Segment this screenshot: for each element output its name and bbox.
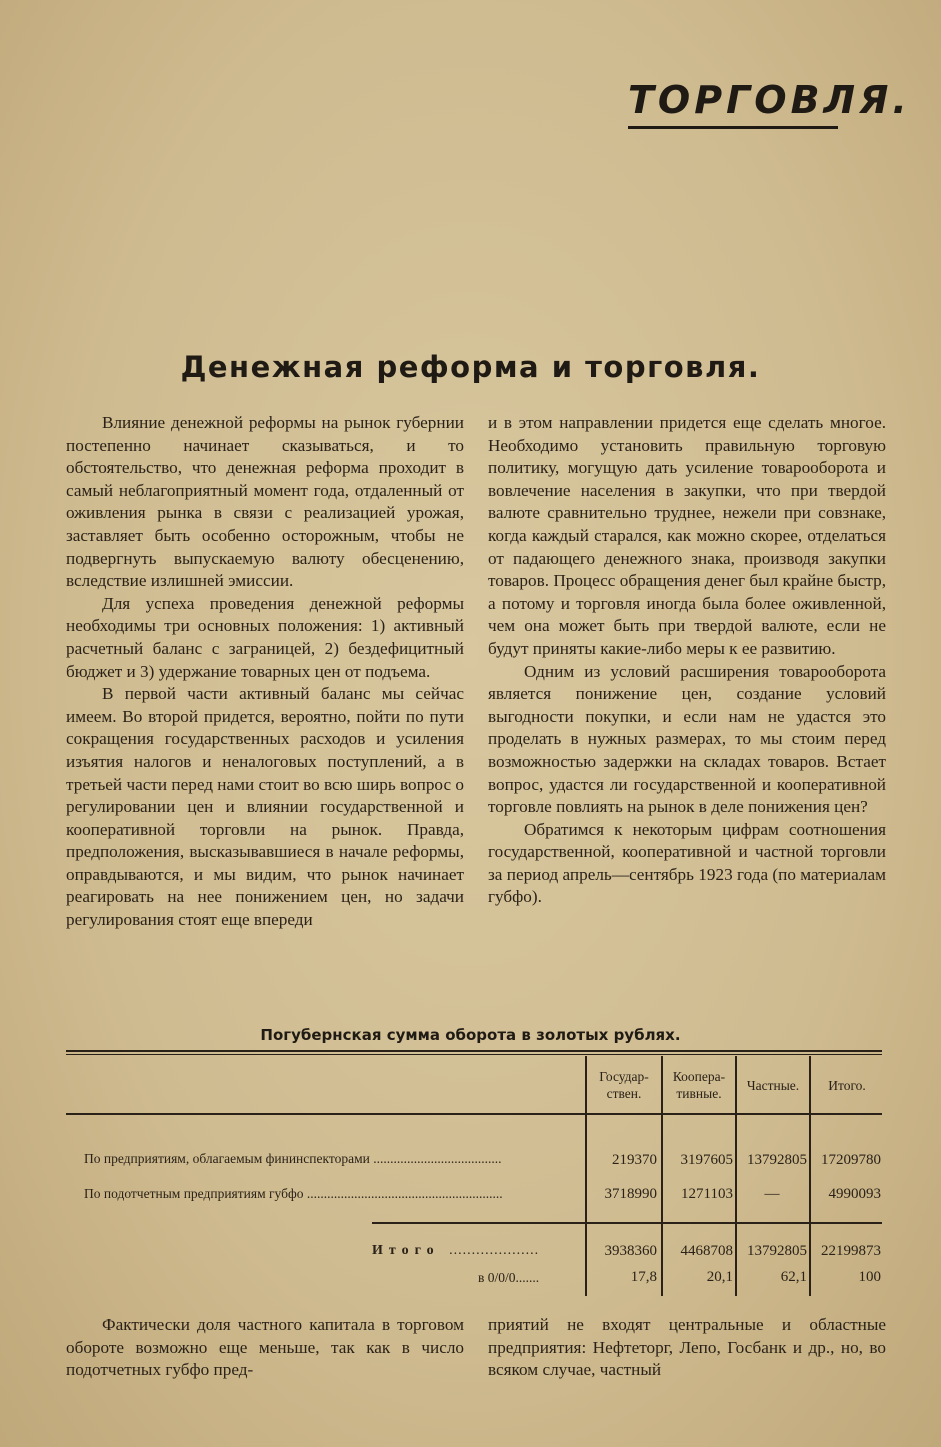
right-paragraph-2: Одним из условий расширения товарооборота является понижение цен, создание условий выгодности покупки, и если нам не удастся это проделать в нужных размерах, то мы стоим перед возможностью задержки на складах товаров. Встает вопрос, удастся ли государственной и кооперативной торговле повлиять на рынок в деле понижения цен? — [488, 661, 886, 817]
column-header-private: Частные. — [746, 1078, 800, 1093]
table-subtotal-rule — [372, 1222, 882, 1224]
percent-row-label: в 0/0/0....... — [478, 1270, 540, 1285]
bottom-right-paragraph: приятий не входят центральные и областные предприятия: Нефтеторг, Лепо, Госбанк и др., но, во всяком случае, частный — [488, 1315, 886, 1380]
left-paragraph-1: Влияние денежной реформы на рынок губернии постепенно начинает сказываться, и то обстоятельство, что денежная реформа проходит в самый неблагоприятный момент года, отдаленный от оживления рынка в связи с реализацией урожая, заставляет быть особенно осторожным, чтобы не подвергнуть выпускаемую валюту обесценению, вследствие излишней эмиссии. — [66, 413, 464, 591]
percent-cell: 17,8 — [630, 1269, 657, 1285]
article-title: Денежная реформа и торговля. — [180, 350, 761, 384]
table-cell: 3718990 — [604, 1186, 657, 1202]
bottom-right-text — [488, 1314, 886, 1382]
left-column — [66, 412, 464, 932]
bottom-left-paragraph: Фактически доля частного капитала в торговом обороте возможно еще меньше, так как в число подотчетных губфо пред- — [66, 1315, 464, 1380]
total-row-label: Итого .................... — [372, 1243, 540, 1258]
table-top-rule-thin — [66, 1054, 882, 1055]
left-paragraph-2: Для успеха проведения денежной реформы необходимы три основных положения: 1) активный расчетный баланс с заграницей, 2) бездефицитный бюджет и 3) удержание товарных цен от подъема. — [66, 593, 464, 681]
column-header-state: Государ-ствен. — [599, 1069, 649, 1101]
percent-cell: 20,1 — [706, 1269, 733, 1285]
total-cell: 13792805 — [747, 1243, 807, 1259]
table-cell: — — [764, 1186, 780, 1202]
table-cell: 219370 — [612, 1152, 657, 1168]
table-cell: 4990093 — [828, 1186, 881, 1202]
table-top-rule — [66, 1050, 882, 1052]
table-row-label: По предприятиям, облагаемым фининспекторами ...................................... — [84, 1151, 502, 1166]
column-header-cooperative: Коопера-тивные. — [672, 1069, 726, 1101]
table-cell: 13792805 — [747, 1152, 807, 1168]
table-title: Погубернская сумма оборота в золотых рублях. — [260, 1026, 681, 1044]
table-cell: 3197605 — [680, 1152, 733, 1168]
total-cell: 22199873 — [821, 1243, 881, 1259]
right-paragraph-3: Обратимся к некоторым цифрам соотношения государственной, кооперативной и частной торговли за период апрель—сентябрь 1923 года (по материалам губфо). — [488, 819, 886, 907]
section-heading-underline — [628, 126, 838, 129]
table-cell: 1271103 — [681, 1186, 733, 1202]
table-row-label: По подотчетным предприятиям губфо .......................................................... — [84, 1186, 503, 1201]
table-cell: 17209780 — [821, 1152, 881, 1168]
total-cell: 3938360 — [604, 1243, 657, 1259]
right-column — [488, 412, 886, 909]
right-paragraph-1: и в этом направлении придется еще сделать многое. Необходимо установить правильную торговую политику, могущую дать усиление товарооборота и вовлечение населения в закупки, что при твердой валюте сравнительно труднее, нежели при совзнаке, когда каждый старался, как можно скорее, отделаться от падающего денежного знака, производя закупки товаров. Процесс обращения денег был крайне быстр, а потому и торговля иногда была более оживленной, чем она может быть при твердой валюте, если не будут приняты какие-либо меры к ее развитию. — [488, 413, 886, 658]
table-header-rule — [66, 1113, 882, 1115]
left-paragraph-3: В первой части активный баланс мы сейчас имеем. Во второй придется, вероятно, пойти по пути сокращения государственных расходов и усиления изъятия налогов и неналоговых поступлений, а в третьей части перед нами стоит во всю ширь вопрос о регулировании цен и влиянии государственной и кооперативной торговли на рынок. Правда, предположения, высказывавшиеся в начале реформы, оправдываются, и мы видим, что рынок начинает реагировать на нее понижением цен, но задачи регулирования стоят еще впереди — [66, 684, 464, 930]
column-header-total: Итого. — [828, 1078, 866, 1093]
percent-cell: 62,1 — [780, 1269, 807, 1285]
percent-cell: 100 — [858, 1269, 881, 1285]
section-heading: ТОРГОВЛЯ. — [628, 78, 911, 122]
total-cell: 4468708 — [680, 1243, 733, 1259]
bottom-left-text — [66, 1314, 464, 1382]
